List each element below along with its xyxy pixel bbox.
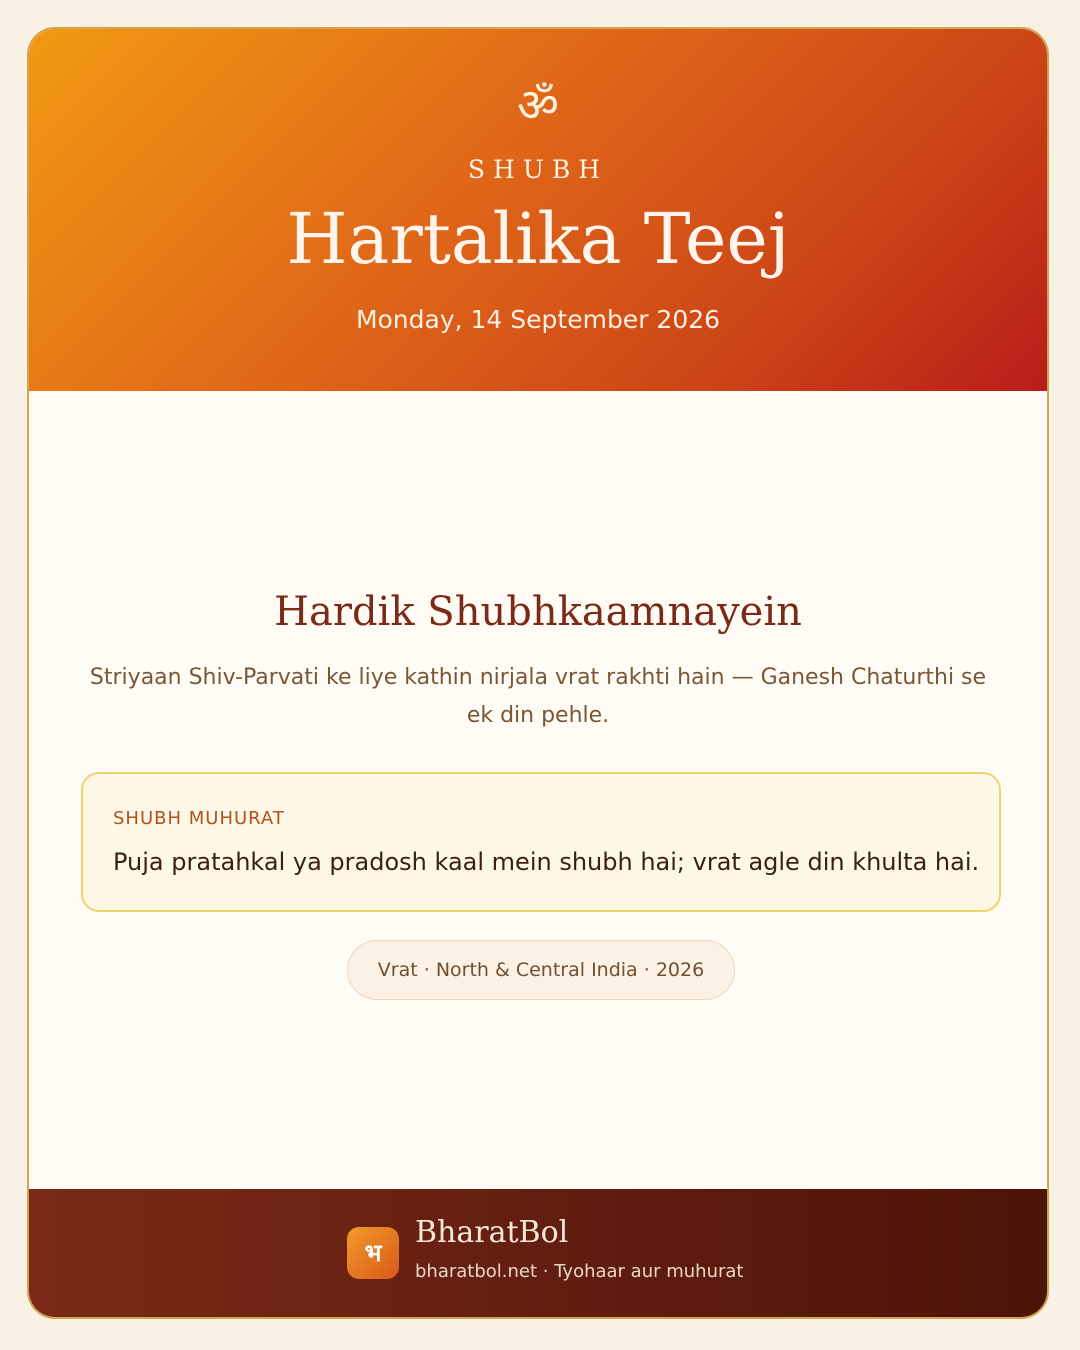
kicker-text: SHUBH	[467, 155, 609, 184]
brand-logo-icon: भ	[347, 1227, 399, 1279]
muhurat-box	[81, 772, 1001, 912]
muhurat-label: SHUBH MUHURAT	[113, 808, 285, 829]
brand-name: BharatBol	[415, 1215, 569, 1250]
festival-card	[27, 27, 1049, 1319]
muhurat-text: Puja pratahkal ya pradosh kaal mein shubh hai; vrat agle din khulta hai.	[113, 848, 980, 876]
greeting-heading: Hardik Shubhkaamnayein	[274, 589, 802, 635]
festival-date: Monday, 14 September 2026	[355, 305, 721, 334]
festival-title: Hartalika Teej	[286, 198, 790, 280]
festival-description: Striyaan Shiv-Parvati ke liye kathin nirjala vrat rakhti hain — Ganesh Chaturthi se ek din pehle.	[89, 665, 987, 728]
header-banner	[29, 29, 1047, 391]
category-tag: Vrat · North & Central India · 2026	[347, 940, 735, 1000]
brand-subtitle: bharatbol.net · Tyohaar aur muhurat	[415, 1261, 744, 1282]
footer	[29, 1189, 1047, 1317]
om-icon: ॐ	[517, 78, 559, 132]
